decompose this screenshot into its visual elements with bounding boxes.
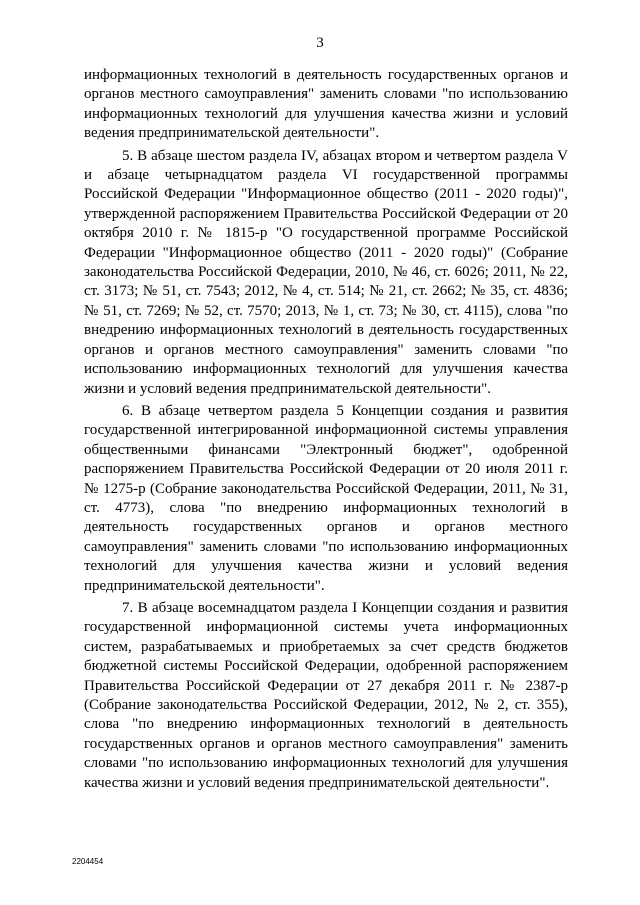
paragraph-item-7: 7. В абзаце восемнадцатом раздела I Концепции создания и развития государственной информационной системы учета информационных систем, разрабатываемых и приобретаемых за счет средств бюджетов бюджетной системы Российской Федерации, одобренной распоряжением Правительства Российской Федерации от 27 декабря 2011 г. № 2387-р (Собрание законодательства Российской Федерации, 2012, № 2, ст. 355), слова "по внедрению информационных технологий в деятельность государственных органов и органов местного самоуправления" заменить словами "по использованию информационных технологий для улучшения качества жизни и условий ведения предпринимательской деятельности". <box>84 599 568 791</box>
paragraph-item-5: 5. В абзаце шестом раздела IV, абзацах втором и четвертом раздела V и абзаце четырнадцатом раздела VI государственной программы Российской Федерации "Информационное общество (2011 - 2020 годы)", утвержденной распоряжением Правительства Российской Федерации от 20 октября 2010 г. № 1815-р "О государственной программе Российской Федерации "Информационное общество (2011 - 2020 годы)" (Собрание законодательства Российской Федерации, 2010, № 46, ст. 6026; 2011, № 22, ст. 3173; № 51, ст. 7543; 2012, № 4, ст. 514; № 21, ст. 2662; № 35, ст. 4836; № 51, ст. 7269; № 52, ст. 7570; 2013, № 1, ст. 73; № 30, ст. 4115), слова "по внедрению информационных технологий в деятельность государственных органов и органов местного самоуправления" заменить словами "по использованию информационных технологий для улучшения качества жизни и условий ведения предпринимательской деятельности". <box>84 147 568 397</box>
page-number: 3 <box>316 35 324 51</box>
document-code: 2204454 <box>72 857 104 866</box>
paragraph-item-6: 6. В абзаце четвертом раздела 5 Концепции создания и развития государственной интегрированной информационной системы управления общественными финансами "Электронный бюджет", одобренной распоряжением Правительства Российской Федерации от 20 июля 2011 г. № 1275-р (Собрание законодательства Российской Федерации, 2011, № 31, ст. 4773), слова "по внедрению информационных технологий в деятельность государственных органов и органов местного самоуправления" заменить словами "по использованию информационных технологий для улучшения качества жизни и условий ведения предпринимательской деятельности". <box>84 402 568 594</box>
paragraph-continuation: информационных технологий в деятельность государственных органов и органов местного самоуправления" заменить словами "по использованию информационных технологий для улучшения качества жизни и условий ведения предпринимательской деятельности". <box>84 67 568 142</box>
document-body <box>84 66 568 793</box>
